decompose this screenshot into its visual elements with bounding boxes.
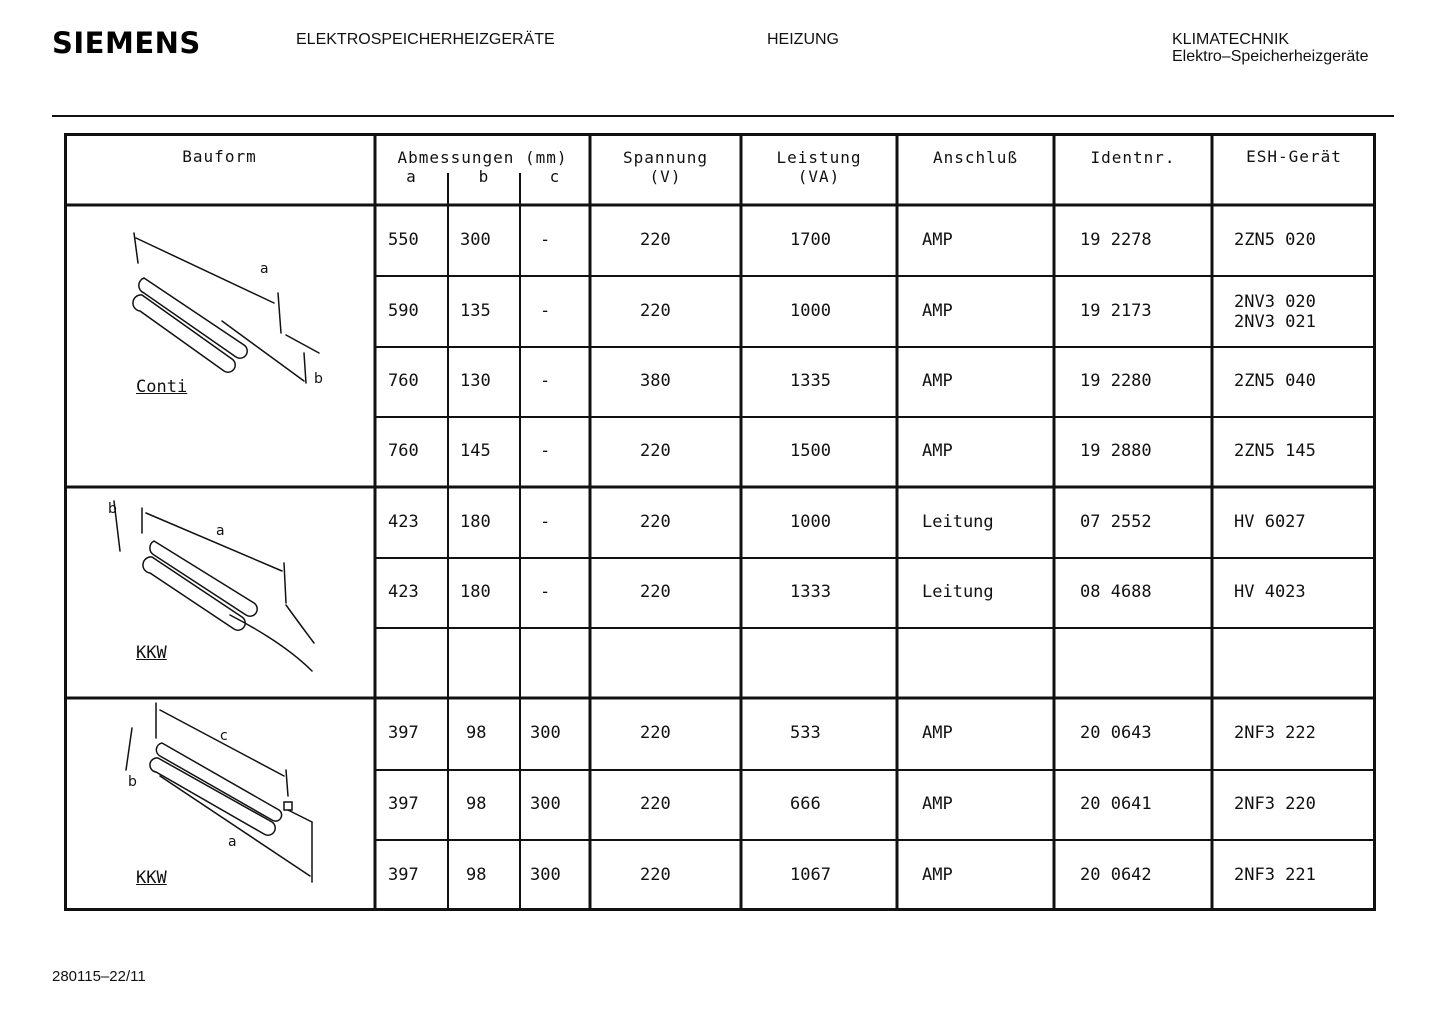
cell-spannung: 220 [640, 864, 671, 885]
cell-anschluss: Leitung [922, 582, 994, 602]
conti-heater-drawing [114, 223, 344, 393]
cell-leistung: 1000 [790, 300, 831, 321]
cell-identnr: 07 2552 [1080, 511, 1152, 532]
cell-identnr: 20 0643 [1080, 723, 1152, 743]
cell-anschluss: AMP [922, 441, 953, 461]
cell-c: - [540, 300, 551, 321]
cell-leistung: 666 [790, 794, 821, 814]
header-spannung-unit: (V) [649, 167, 682, 186]
header-department-block [1172, 31, 1369, 65]
header-spannung [590, 148, 741, 186]
cell-leistung: 1500 [790, 441, 831, 461]
cell-esh: HV 4023 [1234, 582, 1306, 602]
cell-spannung: 220 [640, 441, 671, 461]
kkw-dim-a: a [216, 523, 225, 539]
cell-esh: HV 6027 [1234, 511, 1306, 532]
cell-anschluss: AMP [922, 229, 953, 250]
conti-dim-a: a [260, 261, 269, 277]
cell-spannung: 220 [640, 229, 671, 250]
cell-a: 760 [388, 371, 419, 391]
header-c: c [549, 167, 561, 186]
cell-anschluss: AMP [922, 794, 953, 814]
cell-a: 397 [388, 723, 419, 743]
cell-c: - [540, 441, 551, 461]
cell-identnr: 20 0641 [1080, 794, 1152, 814]
cell-esh: 2NF3 220 [1234, 794, 1316, 814]
cell-anschluss: AMP [922, 864, 953, 885]
cell-b: 145 [460, 441, 491, 461]
cell-identnr: 19 2880 [1080, 441, 1152, 461]
cell-leistung: 1067 [790, 864, 831, 885]
header-leistung [741, 148, 897, 186]
cell-c: 300 [530, 864, 561, 885]
kkw3-dim-c: c [220, 728, 228, 744]
group-label-conti: Conti [136, 377, 188, 397]
cell-c: - [540, 582, 551, 602]
cell-identnr: 19 2278 [1080, 229, 1152, 250]
cell-a: 423 [388, 511, 419, 532]
header-section: HEIZUNG [767, 31, 839, 48]
cell-b: 130 [460, 371, 491, 391]
cell-spannung: 220 [640, 300, 671, 321]
cell-b: 98 [466, 723, 487, 743]
cell-spannung: 380 [640, 371, 671, 391]
cell-anschluss: AMP [922, 723, 953, 743]
cell-identnr: 19 2173 [1080, 300, 1152, 321]
cell-a: 760 [388, 441, 419, 461]
header-esh: ESH-Gerät [1246, 147, 1342, 166]
cell-leistung: 1000 [790, 511, 831, 532]
cell-c: 300 [530, 794, 561, 814]
cell-b: 180 [460, 511, 491, 532]
header-leistung-label: Leistung [776, 148, 862, 167]
cell-leistung: 1335 [790, 371, 831, 391]
cell-anschluss: Leitung [922, 511, 994, 532]
cell-esh: 2ZN5 040 [1234, 371, 1316, 391]
cell-leistung: 1700 [790, 229, 831, 250]
cell-c: - [540, 511, 551, 532]
cell-a: 550 [388, 229, 419, 250]
cell-spannung: 220 [640, 582, 671, 602]
cell-anschluss: AMP [922, 300, 953, 321]
cell-b: 98 [466, 794, 487, 814]
cell-esh: 2ZN5 145 [1234, 441, 1316, 461]
header-b: b [478, 167, 490, 186]
cell-c: - [540, 229, 551, 250]
cell-c: - [540, 371, 551, 391]
cell-identnr: 19 2280 [1080, 371, 1152, 391]
cell-b: 300 [460, 229, 491, 250]
kkw-dim-b: b [108, 501, 117, 517]
cell-esh: 2NF3 222 [1234, 723, 1316, 743]
kkw3-dim-b: b [128, 774, 137, 790]
header-department: KLIMATECHNIK [1172, 31, 1290, 48]
siemens-logo: SIEMENS [52, 26, 201, 60]
header-identnr: Identnr. [1090, 148, 1176, 167]
cell-anschluss: AMP [922, 371, 953, 391]
cell-b: 135 [460, 300, 491, 321]
cell-esh-secondary: 2NV3 021 [1234, 311, 1316, 332]
header-leistung-unit: (VA) [797, 167, 841, 186]
cell-identnr: 20 0642 [1080, 864, 1152, 885]
cell-spannung: 220 [640, 511, 671, 532]
document-number: 280115–22/11 [52, 968, 146, 985]
kkw-heater-drawing [94, 493, 334, 673]
header-rule [52, 115, 1394, 117]
cell-leistung: 1333 [790, 582, 831, 602]
header-anschluss: Anschluß [932, 148, 1019, 167]
cell-a: 397 [388, 864, 419, 885]
header-a: a [406, 167, 417, 186]
header-spannung-label: Spannung [622, 148, 709, 167]
cell-a: 423 [388, 582, 419, 602]
conti-dim-b: b [314, 371, 323, 387]
kkw3-dim-a: a [228, 834, 237, 850]
kkw-heater-drawing-3 [104, 698, 344, 888]
cell-spannung: 220 [640, 723, 671, 743]
group-label-kkw-2: KKW [136, 868, 167, 888]
cell-b: 180 [460, 582, 491, 602]
cell-esh: 2NF3 221 [1234, 864, 1316, 885]
header-category: ELEKTROSPEICHERHEIZGERÄTE [296, 31, 555, 48]
header-bauform: Bauform [182, 147, 257, 166]
cell-esh: 2NV3 020 [1234, 291, 1316, 312]
header-abmessungen: Abmessungen (mm) [397, 148, 568, 167]
cell-a: 397 [388, 794, 419, 814]
parts-table [64, 133, 1376, 911]
header-subtitle: Elektro–Speicherheizgeräte [1172, 48, 1369, 65]
cell-b: 98 [466, 864, 487, 885]
cell-spannung: 220 [640, 794, 671, 814]
cell-esh: 2ZN5 020 [1234, 229, 1316, 250]
cell-a: 590 [388, 300, 419, 321]
cell-c: 300 [530, 723, 561, 743]
cell-leistung: 533 [790, 723, 821, 743]
group-label-kkw-1: KKW [136, 643, 167, 663]
cell-identnr: 08 4688 [1080, 582, 1152, 602]
